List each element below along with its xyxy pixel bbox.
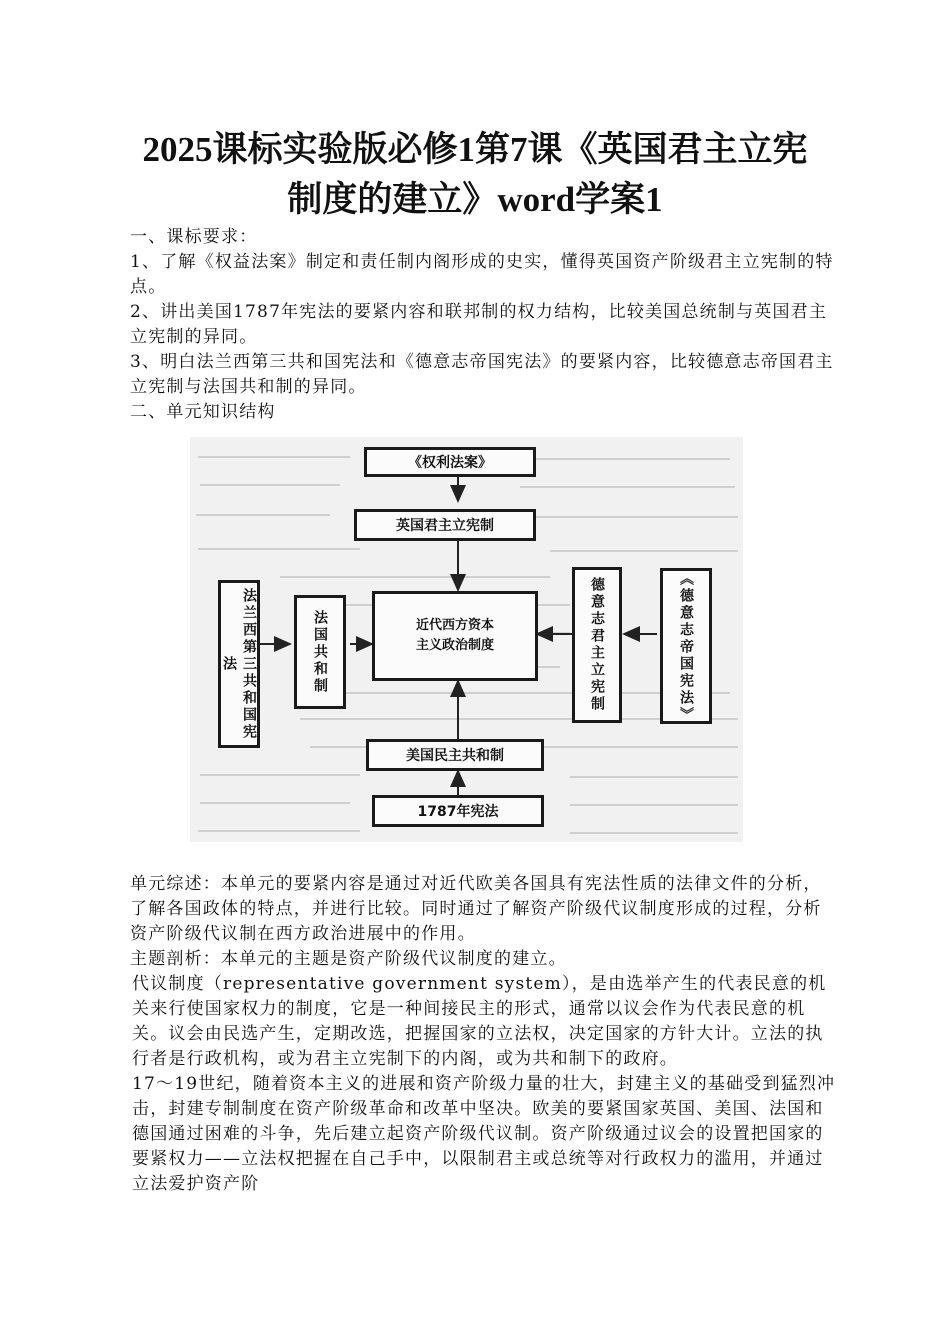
box-french-third-republic-constitution: 法兰西第三共和国宪法 bbox=[218, 580, 260, 748]
box-uk-constitutional-monarchy: 英国君主立宪制 bbox=[354, 509, 536, 541]
box-bill-of-rights: 《权利法案》 bbox=[364, 447, 536, 477]
box-french-republic: 法国共和制 bbox=[294, 595, 346, 709]
box-german-constitutional-monarchy: 德意志君主立宪制 bbox=[572, 567, 622, 723]
unit-summary: 单元综述：本单元的要紧内容是通过对近代欧美各国具有宪法性质的法律文件的分析，了解各国政体的特点，并进行比较。同时通过了解资产阶级代议制度形成的过程，分析资产阶级代议制在西方政治进展中的作用。 bbox=[130, 874, 822, 944]
knowledge-structure-diagram bbox=[190, 437, 743, 842]
box-modern-western-politics bbox=[372, 591, 538, 681]
box-1787-constitution: 1787年宪法 bbox=[372, 795, 544, 827]
body-paragraph: 17～19世纪，随着资本主义的进展和资产阶级力量的壮大，封建主义的基础受到猛烈冲击，封建专制制度在资产阶级革命和改革中坚决。欧美的要紧国家英国、美国、法国和德国通过困难的斗争，先后建立起资产阶级代议制。资产阶级通过议会的设置把国家的要紧权力——立法权把握在自己手中，以限制君主或总统等对行政权力的滥用，并通过立法爱护资产阶 bbox=[132, 1074, 836, 1194]
body-paragraph: 代议制度（representative government system），是由选举产生的代表民意的机关来行使国家权力的制度，它是一种间接民主的形式，通常以议会作为代表民意的机关。议会由民选产生，定期改选，把握国家的立法权，决定国家的方针大计。立法的执行者是行政机构，或为君主立宪制下的内阁，或为共和制下的政府。 bbox=[132, 974, 827, 1069]
requirement-item: 3、明白法兰西第三共和国宪法和《德意志帝国宪法》的要紧内容，比较德意志帝国君主立宪制与法国共和制的异同。 bbox=[130, 352, 834, 397]
requirement-item: 2、讲出美国1787年宪法的要紧内容和联邦制的权力结构，比较美国总统制与英国君主立宪制的异同。 bbox=[130, 302, 828, 347]
document-title-line-2: 制度的建立》word学案1 bbox=[287, 180, 663, 219]
center-line-1: 近代西方资本 bbox=[415, 618, 494, 633]
requirement-item: 1、了解《权益法案》制定和责任制内阁形成的史实，懂得英国资产阶级君主立宪制的特点。 bbox=[130, 252, 834, 297]
box-german-empire-constitution: 《德意志帝国宪法》 bbox=[660, 568, 712, 724]
theme-analysis: 主题剖析：本单元的主题是资产阶级代议制度的建立。 bbox=[130, 949, 567, 969]
section-curriculum bbox=[116, 225, 836, 425]
section-heading: 一、课标要求： bbox=[130, 227, 258, 247]
body-text bbox=[116, 872, 836, 1197]
box-us-democratic-republic: 美国民主共和制 bbox=[366, 739, 544, 771]
document-title-line-1: 2025课标实验版必修1第7课《英国君主立宪 bbox=[142, 130, 808, 169]
center-line-2: 主义政治制度 bbox=[415, 638, 494, 653]
section-heading: 二、单元知识结构 bbox=[130, 402, 276, 422]
